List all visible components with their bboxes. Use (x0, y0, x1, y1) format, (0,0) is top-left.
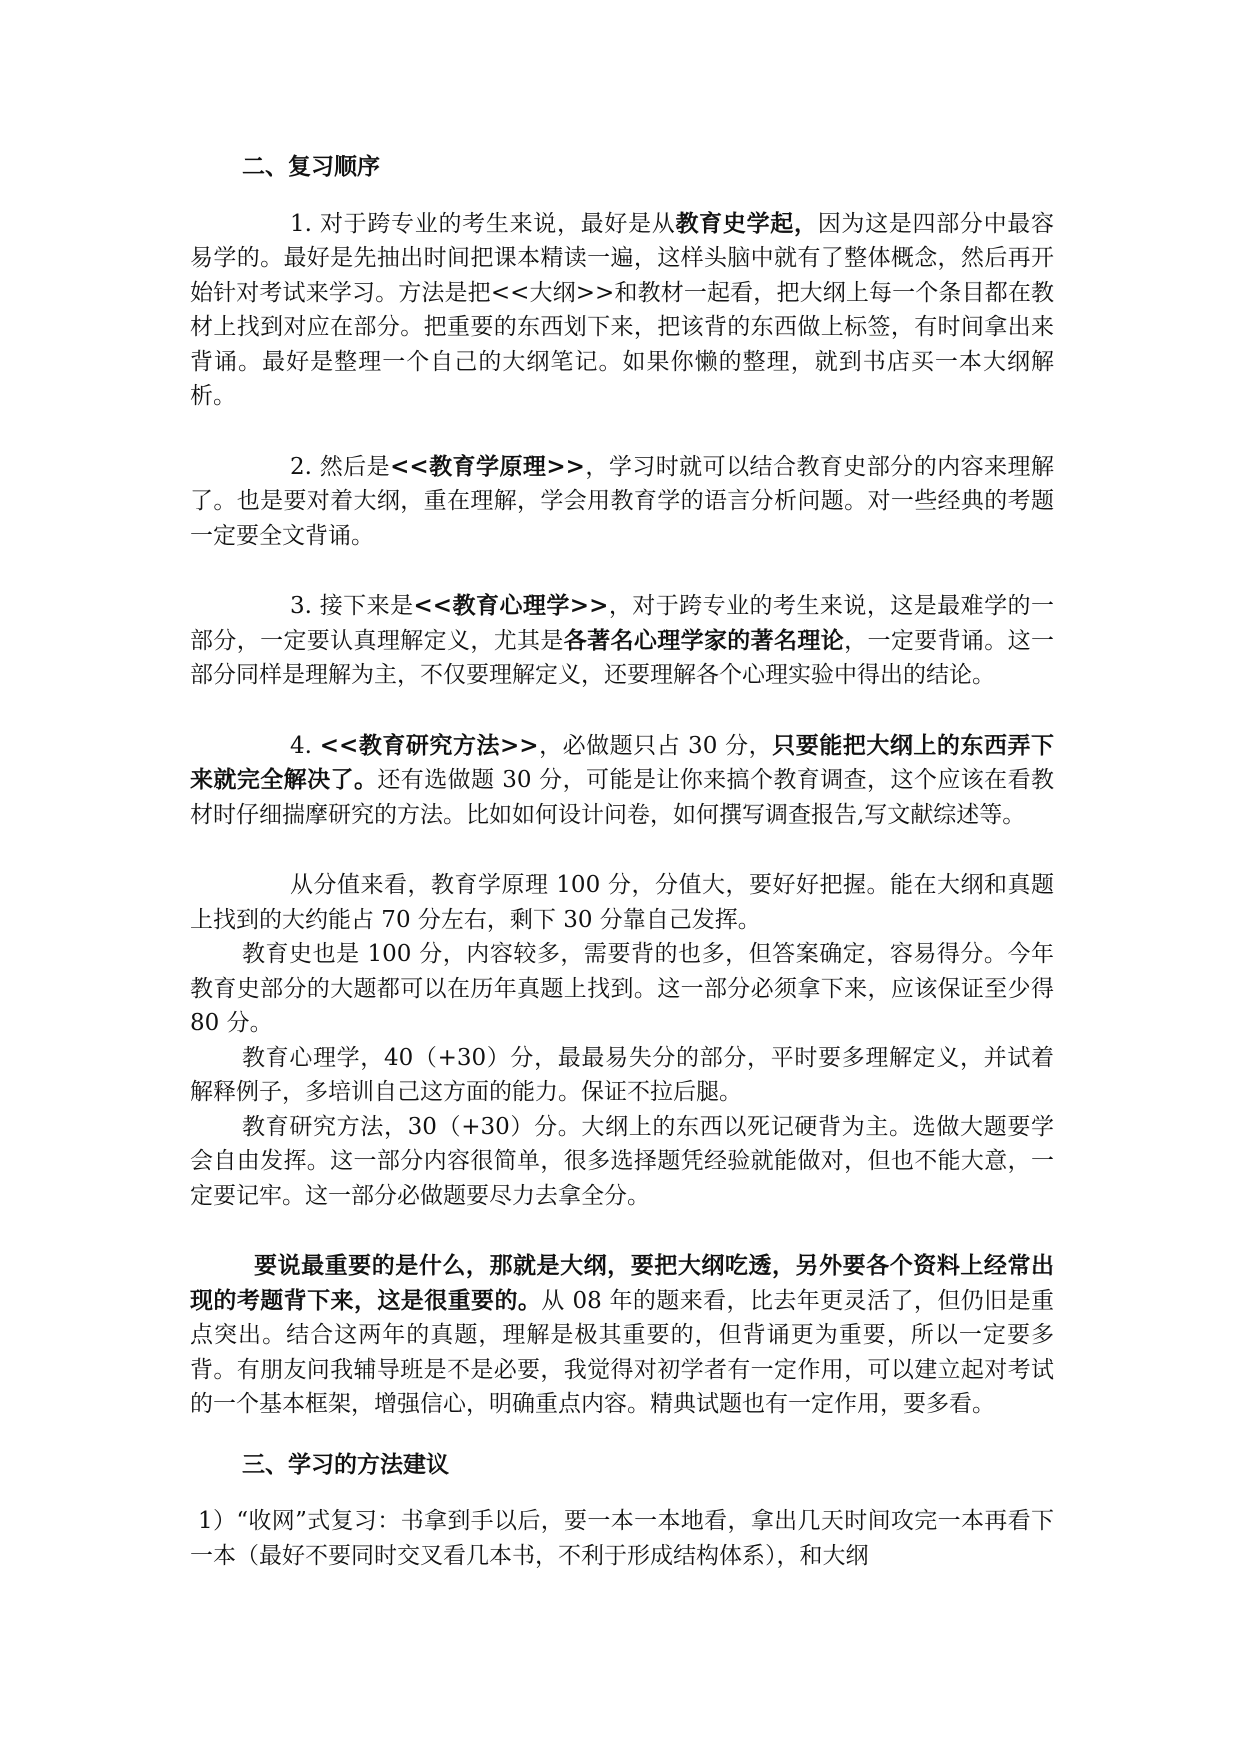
score-item-history: 教育史也是 100 分，内容较多，需要背的也多，但答案确定，容易得分。今年教育史部分的大题都可以在历年真题上找到。这一部分必须拿下来，应该保证至少得 80 分。 (190, 941, 1054, 1036)
score-item-principles: 从分值来看，教育学原理 100 分，分值大，要好好把握。能在大纲和真题上找到的大约能占 70 分左右，剩下 30 分靠自己发挥。 (190, 872, 1054, 933)
paragraph-research-methods: 4. <<教育研究方法>>，必做题只占 30 分，只要能把大纲上的东西弄下来就完全解决了。还有选做题 30 分，可能是让你来搞个教育调查，这个应该在看教材时仔细揣摩研究的方法。比如如何设计问卷，如何撰写调查报告,写文献综述等。 (190, 731, 1054, 828)
score-breakdown (190, 868, 1054, 1213)
section-heading-study-methods: 三、学习的方法建议 (242, 1450, 449, 1478)
paragraph-education-principles: 2. 然后是<<教育学原理>>，学习时就可以结合教育史部分的内容来理解了。也是要对着大纲，重在理解，学会用教育学的语言分析问题。对一些经典的考题一定要全文背诵。 (190, 452, 1055, 549)
paragraph-net-review: 1）“收网”式复习：书拿到手以后，要一本一本地看，拿出几天时间攻完一本再看下一本（最好不要同时交叉看几本书，不利于形成结构体系），和大纲 (190, 1508, 1054, 1569)
paragraph-summary: 要说最重要的是什么，那就是大纲，要把大纲吃透，另外要各个资料上经常出现的考题背下来，这是很重要的。从 08 年的题来看，比去年更灵活了，但仍旧是重点突出。结合这两年的真题，理解是极其重要的，但背诵更为重要，所以一定要多背。有朋友问我辅导班是不是必要，我觉得对初学者有一定作用，可以建立起对考试的一个基本框架，增强信心，明确重点内容。精典试题也有一定作用，要多看。 (190, 1252, 1054, 1417)
document-body (190, 150, 1054, 1609)
paragraph-history-of-education: 1. 对于跨专业的考生来说，最好是从教育史学起，因为这是四部分中最容易学的。最好是先抽出时间把课本精读一遍，这样头脑中就有了整体概念，然后再开始针对考试来学习。方法是把<<大纲>>和教材一起看，把大纲上每一个条目都在教材上找到对应在部分。把重要的东西划下来，把该背的东西做上标签，有时间拿出来背诵。最好是整理一个自己的大纲笔记。如果你懒的整理，就到书店买一本大纲解析。 (190, 209, 1055, 409)
section-heading-review-order: 二、复习顺序 (242, 153, 380, 180)
score-item-psychology: 教育心理学，40（+30）分，最最易失分的部分，平时要多理解定义，并试着解释例子，多培训自己这方面的能力。保证不拉后腿。 (190, 1044, 1054, 1105)
paragraph-educational-psychology: 3. 接下来是<<教育心理学>>，对于跨专业的考生来说，这是最难学的一部分，一定要认真理解定义，尤其是各著名心理学家的著名理论，一定要背诵。这一部分同样是理解为主，不仅要理解定义，还要理解各个心理实验中得出的结论。 (190, 592, 1055, 688)
score-item-research-methods: 教育研究方法，30（+30）分。大纲上的东西以死记硬背为主。选做大题要学会自由发挥。这一部分内容很简单，很多选择题凭经验就能做对，但也不能大意，一定要记牢。这一部分必做题要尽力去拿全分。 (190, 1113, 1054, 1209)
